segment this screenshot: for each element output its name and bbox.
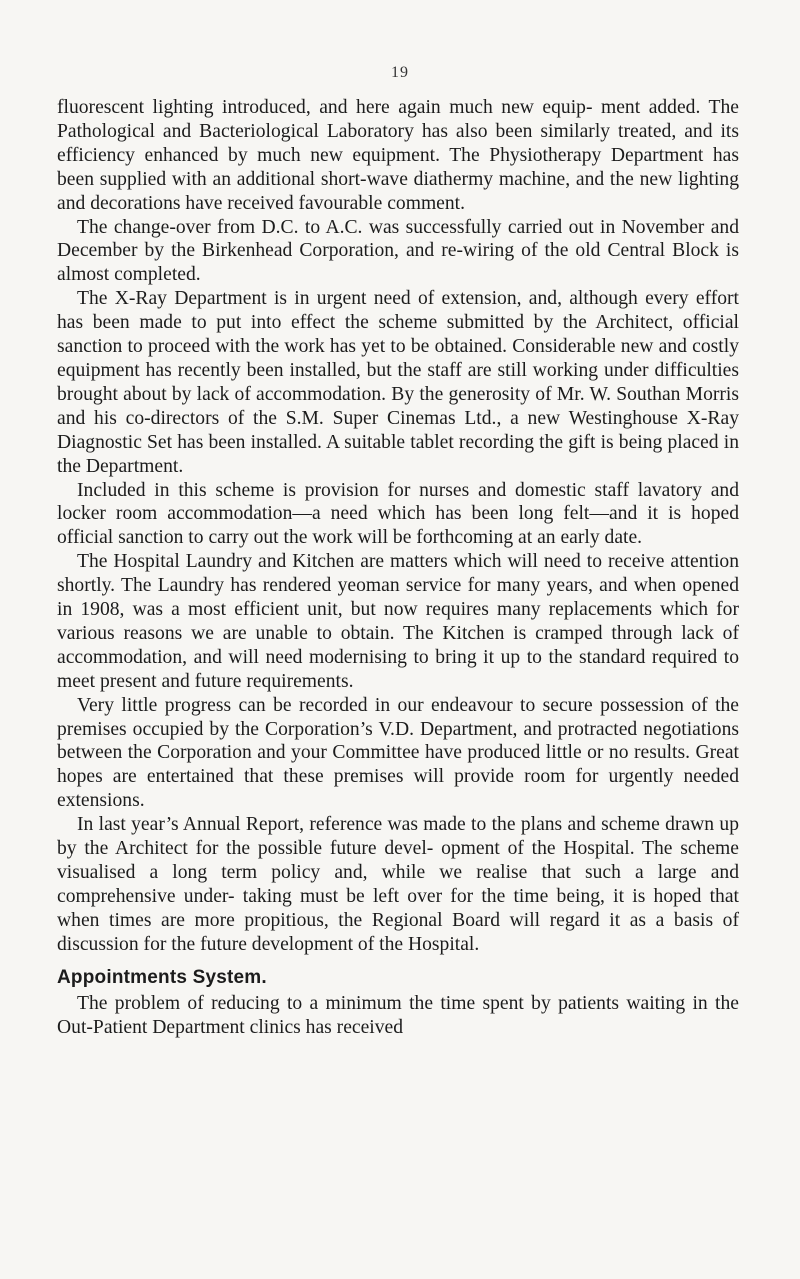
paragraph-appointments: The problem of reducing to a minimum the time spent by patients waiting in the Out-Patient Department clinics has received <box>57 992 739 1038</box>
page-number: 19 <box>391 64 409 81</box>
paragraph-change-over: The change-over from D.C. to A.C. was successfully carried out in November and December by the Birkenhead Corporation, and re-wiring of the old Central Block is almost completed. <box>57 216 739 286</box>
paragraph-lighting: fluorescent lighting introduced, and here again much new equip- ment added. The Pathological and Bacteriological Laboratory has also been similarly treated, and its efficiency enhanced by much new equipment. The Physiotherapy Department has been supplied with an additional short-wave diathermy machine, and the new lighting and decorations have received favourable comment. <box>57 97 739 214</box>
paragraph-vd-department: Very little progress can be recorded in our endeavour to secure possession of the premises occupied by the Corporation’s V.D. Department, and protracted negotiations between the Corporation and your Committee have produced little or no results. Great hopes are entertained that these premises will provide room for urgently needed extensions. <box>57 694 739 812</box>
paragraph-staff-accommodation: Included in this scheme is provision for nurses and domestic staff lavatory and locker room accommodation—a need which has been long felt—and it is hoped official sanction to carry out the work will be forthcoming at an early date. <box>57 479 739 549</box>
section-heading-appointments: Appointments System. <box>57 966 267 988</box>
body-text <box>57 96 739 1039</box>
paragraph-x-ray: The X-Ray Department is in urgent need of extension, and, although every effort has been made to put into effect the scheme submitted by the Architect, official sanction to proceed with the work has yet to be obtained. Considerable new and costly equipment has recently been installed, but the staff are still working under difficulties brought about by lack of accommodation. By the generosity of Mr. W. Southan Morris and his co-directors of the S.M. Super Cinemas Ltd., a new Westinghouse X-Ray Diagnostic Set has been installed. A suitable tablet recording the gift is being placed in the Department. <box>57 288 739 477</box>
paragraph-future-development: In last year’s Annual Report, reference was made to the plans and scheme drawn up by the Architect for the possible future devel- opment of the Hospital. The scheme visualised a long term policy and, while we realise that such a large and comprehensive under- taking must be left over for the time being, it is hoped that when times are more propitious, the Regional Board will regard it as a basis of discussion for the future development of the Hospital. <box>57 814 739 955</box>
paragraph-laundry-kitchen: The Hospital Laundry and Kitchen are matters which will need to receive attention shortly. The Laundry has rendered yeoman service for many years, and when opened in 1908, was a most efficient unit, but now requires many replacements which for various reasons we are unable to obtain. The Kitchen is cramped through lack of accommodation, and will need modernising to bring it up to the standard required to meet present and future requirements. <box>57 551 739 692</box>
